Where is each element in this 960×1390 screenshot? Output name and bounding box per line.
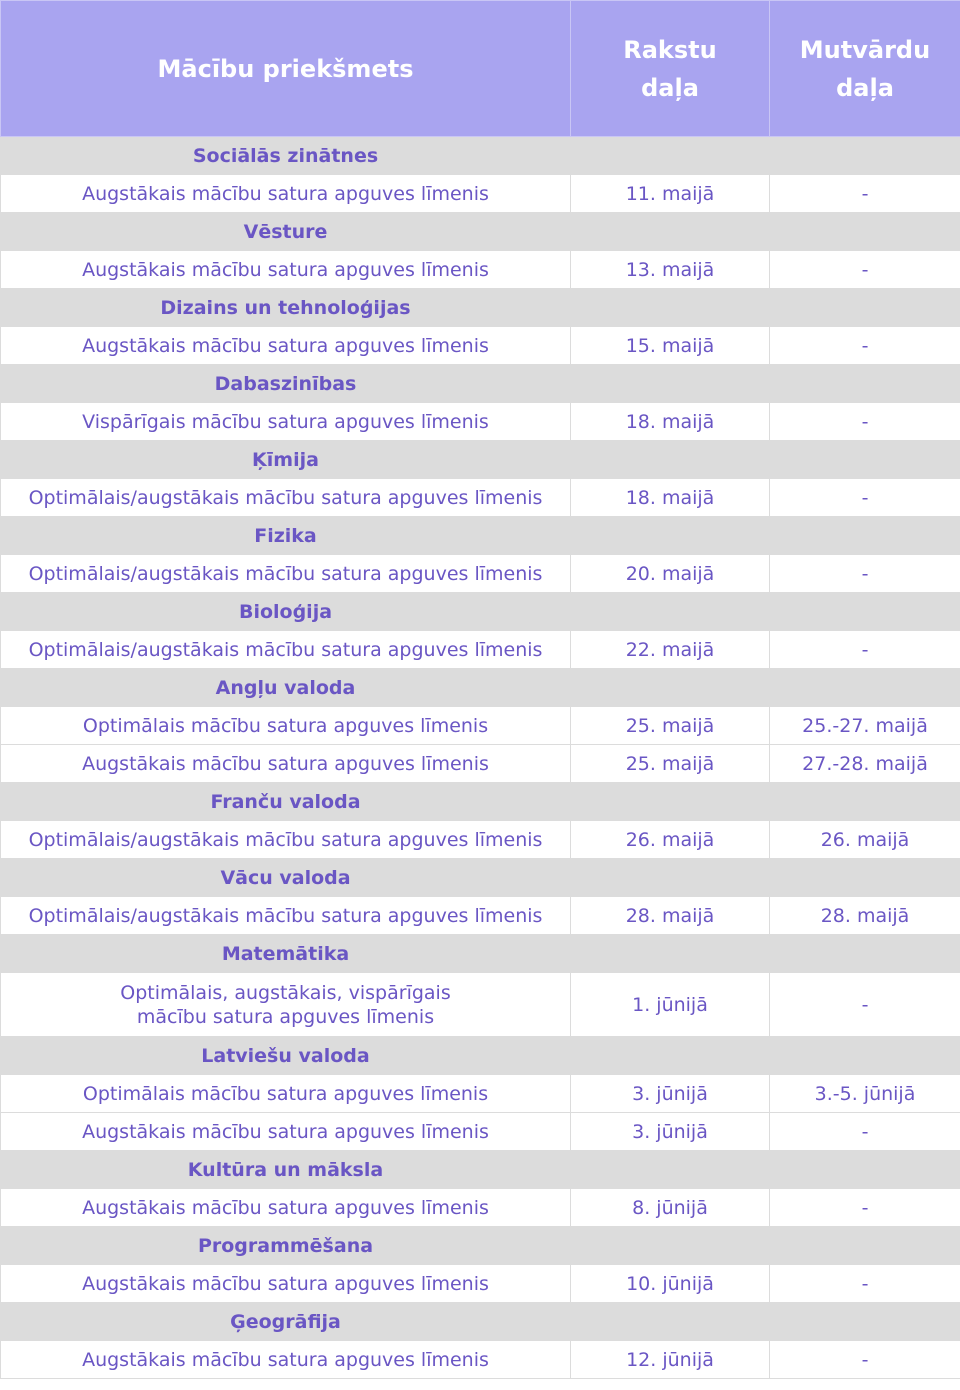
subject-group-row (1, 517, 960, 555)
subject-name: Dabaszinības (1, 365, 571, 403)
empty-cell (770, 859, 960, 897)
subject-name: Sociālās zinātnes (1, 137, 571, 175)
level-cell: Optimālais/augstākais mācību satura apguves līmenis (1, 631, 571, 669)
subject-name: Vācu valoda (1, 859, 571, 897)
level-cell: Optimālais/augstākais mācību satura apguves līmenis (1, 479, 571, 517)
empty-cell (571, 783, 770, 821)
subject-group-row (1, 1227, 960, 1265)
level-cell: Optimālais, augstākais, vispārīgais mācību satura apguves līmenis (1, 973, 571, 1037)
oral-date-cell: 3.-5. jūnijā (770, 1075, 960, 1113)
subject-name: Fizika (1, 517, 571, 555)
empty-cell (571, 1151, 770, 1189)
written-date-cell: 15. maijā (571, 327, 770, 365)
subject-group-row (1, 859, 960, 897)
subject-name: Kultūra un māksla (1, 1151, 571, 1189)
written-date-cell: 28. maijā (571, 897, 770, 935)
table-row (1, 403, 960, 441)
subject-group-row (1, 593, 960, 631)
table-row (1, 631, 960, 669)
subject-group-row (1, 441, 960, 479)
level-cell: Optimālais/augstākais mācību satura apguves līmenis (1, 555, 571, 593)
subject-name: Ķīmija (1, 441, 571, 479)
table-row (1, 1265, 960, 1303)
written-date-cell: 3. jūnijā (571, 1113, 770, 1151)
written-date-cell: 12. jūnijā (571, 1341, 770, 1379)
empty-cell (571, 1037, 770, 1075)
level-cell: Augstākais mācību satura apguves līmenis (1, 175, 571, 213)
subject-name: Programmēšana (1, 1227, 571, 1265)
empty-cell (571, 859, 770, 897)
table-row (1, 175, 960, 213)
empty-cell (571, 935, 770, 973)
table-row (1, 1341, 960, 1379)
oral-date-cell: 26. maijā (770, 821, 960, 859)
oral-date-cell: 25.-27. maijā (770, 707, 960, 745)
empty-cell (571, 517, 770, 555)
subject-name: Franču valoda (1, 783, 571, 821)
written-date-cell: 26. maijā (571, 821, 770, 859)
empty-cell (770, 517, 960, 555)
table-row (1, 1189, 960, 1227)
table-row (1, 1075, 960, 1113)
empty-cell (770, 669, 960, 707)
level-cell: Optimālais/augstākais mācību satura apguves līmenis (1, 821, 571, 859)
table-row (1, 707, 960, 745)
level-cell: Augstākais mācību satura apguves līmenis (1, 251, 571, 289)
level-cell: Optimālais mācību satura apguves līmenis (1, 707, 571, 745)
written-date-cell: 11. maijā (571, 175, 770, 213)
level-cell: Augstākais mācību satura apguves līmenis (1, 1265, 571, 1303)
level-cell: Optimālais/augstākais mācību satura apguves līmenis (1, 897, 571, 935)
header-row (1, 1, 960, 137)
empty-cell (770, 137, 960, 175)
table-row (1, 897, 960, 935)
oral-date-cell: - (770, 1265, 960, 1303)
oral-date-cell: - (770, 479, 960, 517)
table-row (1, 745, 960, 783)
subject-name: Latviešu valoda (1, 1037, 571, 1075)
oral-date-cell: - (770, 631, 960, 669)
table-row (1, 821, 960, 859)
table-row (1, 973, 960, 1037)
empty-cell (770, 1037, 960, 1075)
oral-date-cell: - (770, 1341, 960, 1379)
header-oral: Mutvārdu daļa (770, 1, 960, 137)
subject-group-row (1, 1303, 960, 1341)
level-cell: Augstākais mācību satura apguves līmenis (1, 745, 571, 783)
oral-date-cell: 27.-28. maijā (770, 745, 960, 783)
empty-cell (770, 289, 960, 327)
oral-date-cell: - (770, 973, 960, 1037)
level-cell: Augstākais mācību satura apguves līmenis (1, 1341, 571, 1379)
oral-date-cell: - (770, 175, 960, 213)
written-date-cell: 20. maijā (571, 555, 770, 593)
table-row (1, 251, 960, 289)
empty-cell (770, 1303, 960, 1341)
level-cell: Augstākais mācību satura apguves līmenis (1, 1189, 571, 1227)
written-date-cell: 22. maijā (571, 631, 770, 669)
level-cell: Augstākais mācību satura apguves līmenis (1, 1113, 571, 1151)
table-row (1, 479, 960, 517)
oral-date-cell: - (770, 1189, 960, 1227)
empty-cell (770, 365, 960, 403)
written-date-cell: 25. maijā (571, 745, 770, 783)
subject-group-row (1, 669, 960, 707)
written-date-cell: 13. maijā (571, 251, 770, 289)
written-date-cell: 3. jūnijā (571, 1075, 770, 1113)
written-date-cell: 18. maijā (571, 479, 770, 517)
subject-name: Bioloģija (1, 593, 571, 631)
oral-date-cell: 28. maijā (770, 897, 960, 935)
empty-cell (770, 1151, 960, 1189)
empty-cell (770, 935, 960, 973)
written-date-cell: 10. jūnijā (571, 1265, 770, 1303)
subject-group-row (1, 783, 960, 821)
subject-name: Matemātika (1, 935, 571, 973)
written-date-cell: 1. jūnijā (571, 973, 770, 1037)
subject-name: Ģeogrāfija (1, 1303, 571, 1341)
subject-name: Vēsture (1, 213, 571, 251)
subject-group-row (1, 289, 960, 327)
oral-date-cell: - (770, 403, 960, 441)
empty-cell (571, 213, 770, 251)
oral-date-cell: - (770, 327, 960, 365)
oral-date-cell: - (770, 555, 960, 593)
empty-cell (770, 213, 960, 251)
empty-cell (571, 365, 770, 403)
written-date-cell: 18. maijā (571, 403, 770, 441)
subject-group-row (1, 213, 960, 251)
table-row (1, 1113, 960, 1151)
written-date-cell: 25. maijā (571, 707, 770, 745)
written-date-cell: 8. jūnijā (571, 1189, 770, 1227)
subject-name: Angļu valoda (1, 669, 571, 707)
level-cell: Vispārīgais mācību satura apguves līmenis (1, 403, 571, 441)
empty-cell (571, 441, 770, 479)
empty-cell (770, 593, 960, 631)
level-cell: Optimālais mācību satura apguves līmenis (1, 1075, 571, 1113)
table-row (1, 327, 960, 365)
level-cell: Augstākais mācību satura apguves līmenis (1, 327, 571, 365)
empty-cell (571, 1303, 770, 1341)
subject-group-row (1, 1037, 960, 1075)
empty-cell (770, 441, 960, 479)
oral-date-cell: - (770, 1113, 960, 1151)
table-row (1, 555, 960, 593)
subject-group-row (1, 935, 960, 973)
empty-cell (770, 1227, 960, 1265)
empty-cell (770, 783, 960, 821)
empty-cell (571, 669, 770, 707)
header-written: Rakstu daļa (571, 1, 770, 137)
header-subject: Mācību priekšmets (1, 1, 571, 137)
subject-name: Dizains un tehnoloģijas (1, 289, 571, 327)
empty-cell (571, 289, 770, 327)
subject-group-row (1, 365, 960, 403)
table-body (1, 137, 960, 1379)
subject-group-row (1, 1151, 960, 1189)
oral-date-cell: - (770, 251, 960, 289)
subject-group-row (1, 137, 960, 175)
empty-cell (571, 1227, 770, 1265)
empty-cell (571, 137, 770, 175)
empty-cell (571, 593, 770, 631)
